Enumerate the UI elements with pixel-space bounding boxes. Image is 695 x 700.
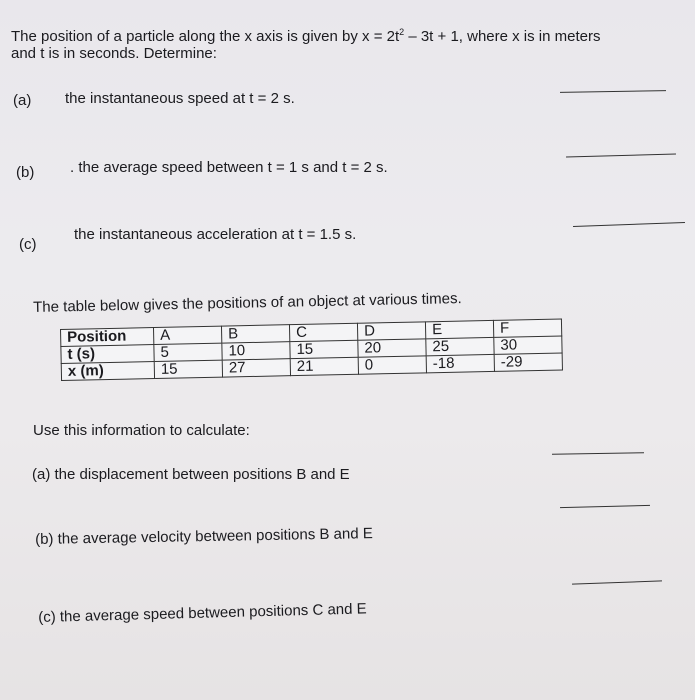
part2-question-b: (b) the average velocity between positions B and E (35, 525, 373, 548)
table-cell: 15 (290, 340, 358, 358)
row-header: t (s) (61, 345, 154, 364)
table-title: The table below gives the positions of an object at various times. (33, 290, 462, 316)
table-cell: 25 (426, 337, 494, 355)
exponent: 2 (399, 27, 405, 37)
part2-question-a: (a) the displacement between positions B and E (32, 466, 350, 483)
table-cell: -29 (494, 353, 562, 371)
intro-line-1-text: The position of a particle along the x axis is given by x = 2t (11, 28, 400, 45)
row-header: Position (61, 328, 154, 347)
answer-line-2c[interactable] (572, 580, 662, 584)
table-cell: 27 (222, 359, 290, 377)
part2-question-c: (c) the average speed between positions C and E (38, 600, 367, 626)
table-cell: -18 (426, 354, 494, 372)
table-cell: C (289, 323, 357, 341)
table-cell: B (221, 325, 289, 343)
problem-intro (11, 24, 601, 62)
answer-line-b[interactable] (566, 154, 676, 158)
table-cell: 30 (494, 336, 562, 354)
answer-line-2a[interactable] (552, 452, 644, 455)
intro-line-1-end: – 3t + 1, where x is in meters (404, 28, 601, 45)
question-a-text: the instantaneous speed at t = 2 s. (65, 90, 295, 107)
row-header: x (m) (61, 362, 154, 381)
table-cell: 0 (358, 356, 426, 374)
question-b-text: . the average speed between t = 1 s and t = 2 s. (70, 159, 388, 176)
table-cell: 5 (154, 343, 222, 361)
answer-line-2b[interactable] (560, 505, 650, 508)
table-cell: 20 (358, 339, 426, 357)
table-cell: 21 (290, 357, 358, 375)
answer-line-c[interactable] (573, 222, 685, 227)
question-c-text: the instantaneous acceleration at t = 1.5 s. (74, 226, 357, 243)
table-cell: 15 (154, 360, 222, 378)
question-b-label: (b) (16, 164, 35, 181)
answer-line-a[interactable] (560, 90, 666, 93)
part2-intro: Use this information to calculate: (33, 422, 250, 439)
positions-table (60, 318, 563, 381)
table-cell: F (493, 319, 561, 337)
table-cell: D (357, 322, 425, 340)
table-cell: E (425, 320, 493, 338)
intro-line-1 (11, 24, 601, 45)
table-cell: 10 (222, 342, 290, 360)
table-cell: A (153, 326, 221, 344)
question-c-label: (c) (19, 236, 37, 253)
intro-line-2: and t is in seconds. Determine: (11, 45, 217, 62)
question-a-label: (a) (13, 92, 32, 109)
